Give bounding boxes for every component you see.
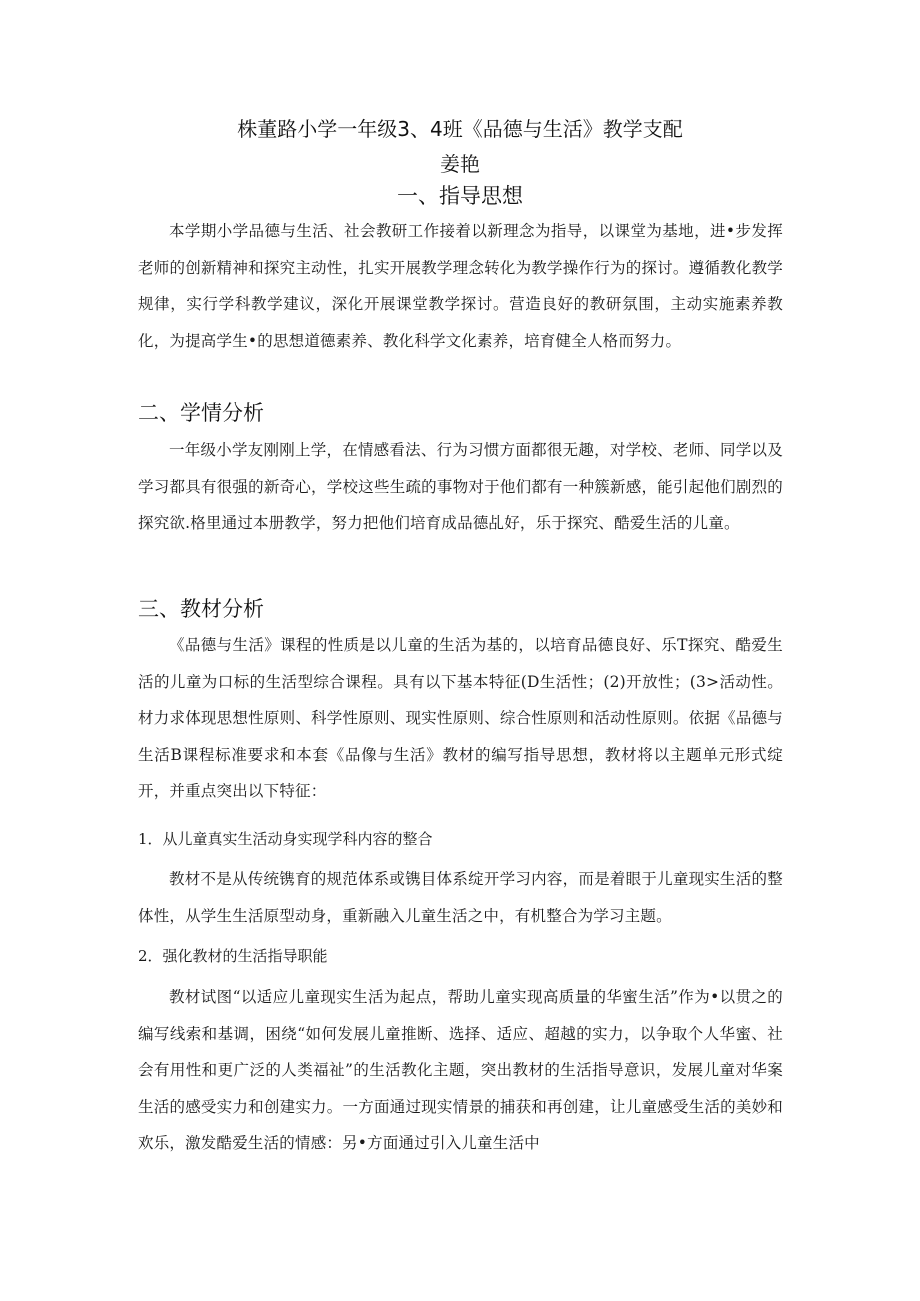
section-heading-guiding-ideology: 一、指导思想	[397, 184, 523, 208]
paragraph-item-2: 教材试图“以适应儿童现实生活为起点，帮助儿童实现高质量的华蜜生活”作为•以贯之的编写线索和基调，困绕“如何发展儿童推断、选择、适应、超越的实力，以争取个人华蜜、社会有用性和更广泛的人类福祉”的生活教化主题，突出教材的生活指导意识，发展儿童对华案生活的感受实力和创建实力。一方面通过现实情景的捕获和再创建，让儿童感受生活的美妙和欢乐，激发酷爱生活的情感：另•方面通过引入儿童生活中	[138, 988, 783, 1152]
section-heading-textbook-analysis: 三、教材分析	[138, 597, 264, 621]
section-heading-student-analysis: 二、学情分析	[138, 401, 264, 425]
item-heading-1: 1．从儿童真实生活动身实现学科内容的整合	[138, 830, 433, 848]
paragraph-item-1: 教材不是从传统镌育的规范体系或镌目体系绽开学习内容，而是着眼于儿童现实生活的整体性，从学生生活原型动身，重新融入儿童生活之中，有机整合为学习主题。	[138, 870, 783, 925]
paragraph-textbook-analysis: 《品德与生活》课程的性质是以儿童的生活为基的，以培育品德良好、乐T探究、酷爱生活的儿童为口标的生活型综合课程。具有以下基本特征(D生活性；(2)开放性；(3>活动性。材力求体现思想性原则、科学性原则、现实性原则、综合性原则和活动性原则。依据《品德与生活B课程标准要求和本套《品像与生活》教材的编写指导思想，教材将以主题单元形式绽开，并重点突出以下特征：	[138, 636, 783, 800]
paragraph-student-analysis: 一年级小学友刚刚上学，在情感看法、行为习惯方面都很无趣，对学校、老师、同学以及学习都具有很强的新奇心，学校这些生疏的事物对于他们都有一种簇新感，能引起他们剧烈的探究欲.格里通过本册教学，努力把他们培育成品德乩好，乐于探究、酷爱生活的儿童。	[138, 441, 783, 532]
author-name: 姜艳	[440, 152, 480, 176]
item-heading-2: 2．强化教材的生活指导职能	[138, 947, 328, 965]
paragraph-guiding-ideology: 本学期小学品德与生活、社会教研工作接着以新理念为指导，以课堂为基地，进•步发挥老师的创新精神和探究主动性，扎实开展教学理念转化为教学操作行为的探讨。遵循教化教学规律，实行学科教学建议，深化开展课堂教学探讨。营造良好的教研氛围，主动实施素养教化，为提高学生•的思想道德素养、教化科学文化素养，培育健全人格而努力。	[138, 222, 783, 350]
document-title: 株董路小学一年级3、4班《品德与生活》教学支配	[237, 117, 683, 141]
